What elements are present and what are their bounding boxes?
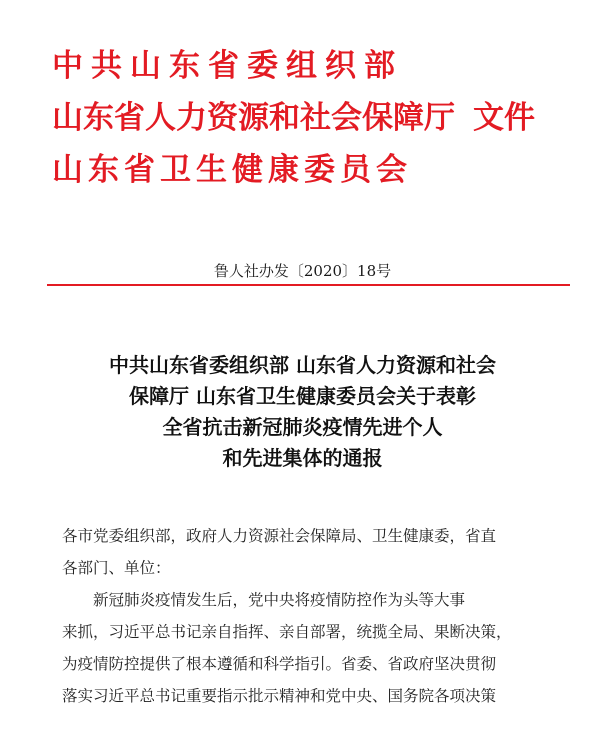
document-number: 鲁人社办发〔2020〕18号 <box>213 262 392 280</box>
issuer-organization-department: 中共山东省委组织部 <box>52 48 403 84</box>
paragraph-line: 来抓，习近平总书记亲自指挥、亲自部署，统揽全局、果断决策， <box>62 623 512 641</box>
red-divider-line <box>47 284 570 286</box>
salutation-line: 各市党委组织部，政府人力资源社会保障局、卫生健康委，省直 <box>62 527 497 545</box>
body-paragraph <box>62 584 562 712</box>
salutation-line: 各部门、单位： <box>62 559 171 577</box>
title-line: 全省抗击新冠肺炎疫情先进个人 <box>162 415 443 439</box>
title-line: 和先进集体的通报 <box>222 446 383 470</box>
issuer-human-resources-department: 山东省人力资源和社会保障厅 <box>52 100 455 136</box>
issuer-health-commission: 山东省卫生健康委员会 <box>52 152 412 188</box>
paragraph-line: 落实习近平总书记重要指示批示精神和党中央、国务院各项决策 <box>62 687 497 705</box>
paragraph-line: 新冠肺炎疫情发生后，党中央将疫情防控作为头等大事 <box>93 591 466 609</box>
document-title <box>30 350 575 474</box>
title-line: 保障厅 山东省卫生健康委员会关于表彰 <box>129 384 476 408</box>
document-body <box>62 520 562 712</box>
salutation <box>62 520 562 584</box>
title-line: 中共山东省委组织部 山东省人力资源和社会 <box>109 353 496 377</box>
paragraph-line: 为疫情防控提供了根本遵循和科学指引。省委、省政府坚决贯彻 <box>62 655 497 673</box>
document-type-label: 文件 <box>473 100 535 136</box>
